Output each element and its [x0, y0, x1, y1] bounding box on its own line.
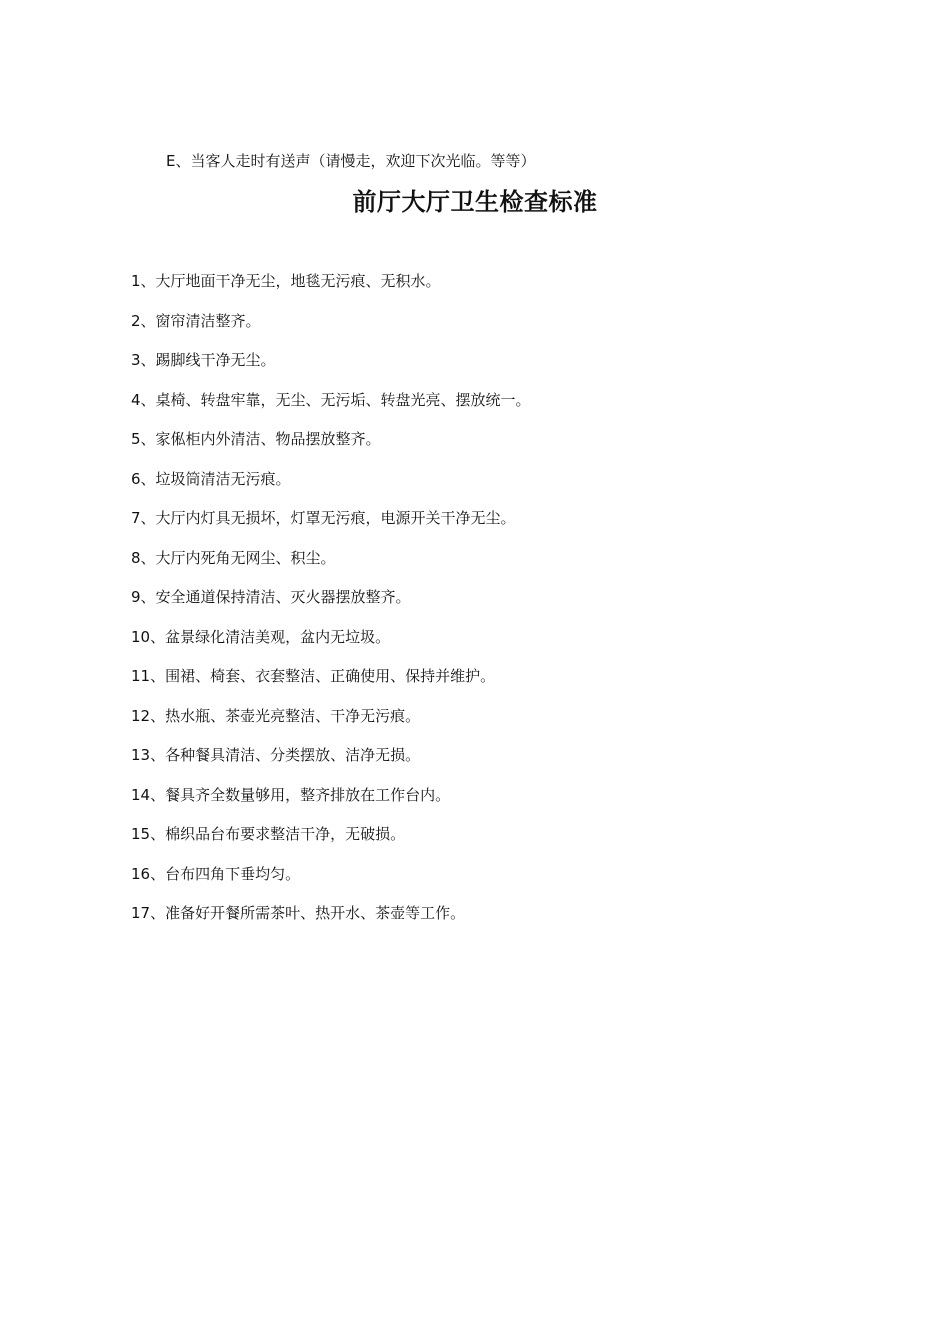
- list-item: 2、窗帘清洁整齐。: [131, 311, 261, 330]
- list-item: 17、准备好开餐所需茶叶、热开水、茶壶等工作。: [131, 904, 466, 922]
- page-title: 前厅大厅卫生检查标准: [352, 188, 598, 216]
- list-item: 6、垃圾筒清洁无污痕。: [131, 469, 291, 488]
- list-item: 16、台布四角下垂均匀。: [131, 864, 301, 883]
- list-item: 4、桌椅、转盘牢靠，无尘、无污垢、转盘光亮、摆放统一。: [131, 390, 531, 409]
- list-item: 10、盆景绿化清洁美观，盆内无垃圾。: [131, 627, 391, 646]
- list-item: 1、大厅地面干净无尘，地毯无污痕、无积水。: [131, 272, 441, 290]
- list-item: 8、大厅内死角无网尘、积尘。: [131, 548, 336, 567]
- list-item: 7、大厅内灯具无损坏，灯罩无污痕，电源开关干净无尘。: [131, 509, 516, 527]
- intro-line: E、当客人走时有送声（请慢走，欢迎下次光临。等等）: [166, 152, 536, 170]
- list-item: 13、各种餐具清洁、分类摆放、洁净无损。: [131, 746, 421, 764]
- list-item: 11、围裙、椅套、衣套整洁、正确使用、保持并维护。: [131, 667, 496, 685]
- list-item: 15、棉织品台布要求整洁干净，无破损。: [131, 825, 406, 843]
- list-item: 3、踢脚线干净无尘。: [131, 351, 276, 369]
- list-item: 12、热水瓶、茶壶光亮整洁、干净无污痕。: [131, 706, 421, 725]
- list-item: 9、安全通道保持清洁、灭火器摆放整齐。: [131, 588, 411, 606]
- list-item: 5、家俬柜内外清洁、物品摆放整齐。: [131, 430, 381, 448]
- list-item: 14、餐具齐全数量够用，整齐排放在工作台内。: [131, 785, 451, 804]
- standards-list: [131, 270, 531, 942]
